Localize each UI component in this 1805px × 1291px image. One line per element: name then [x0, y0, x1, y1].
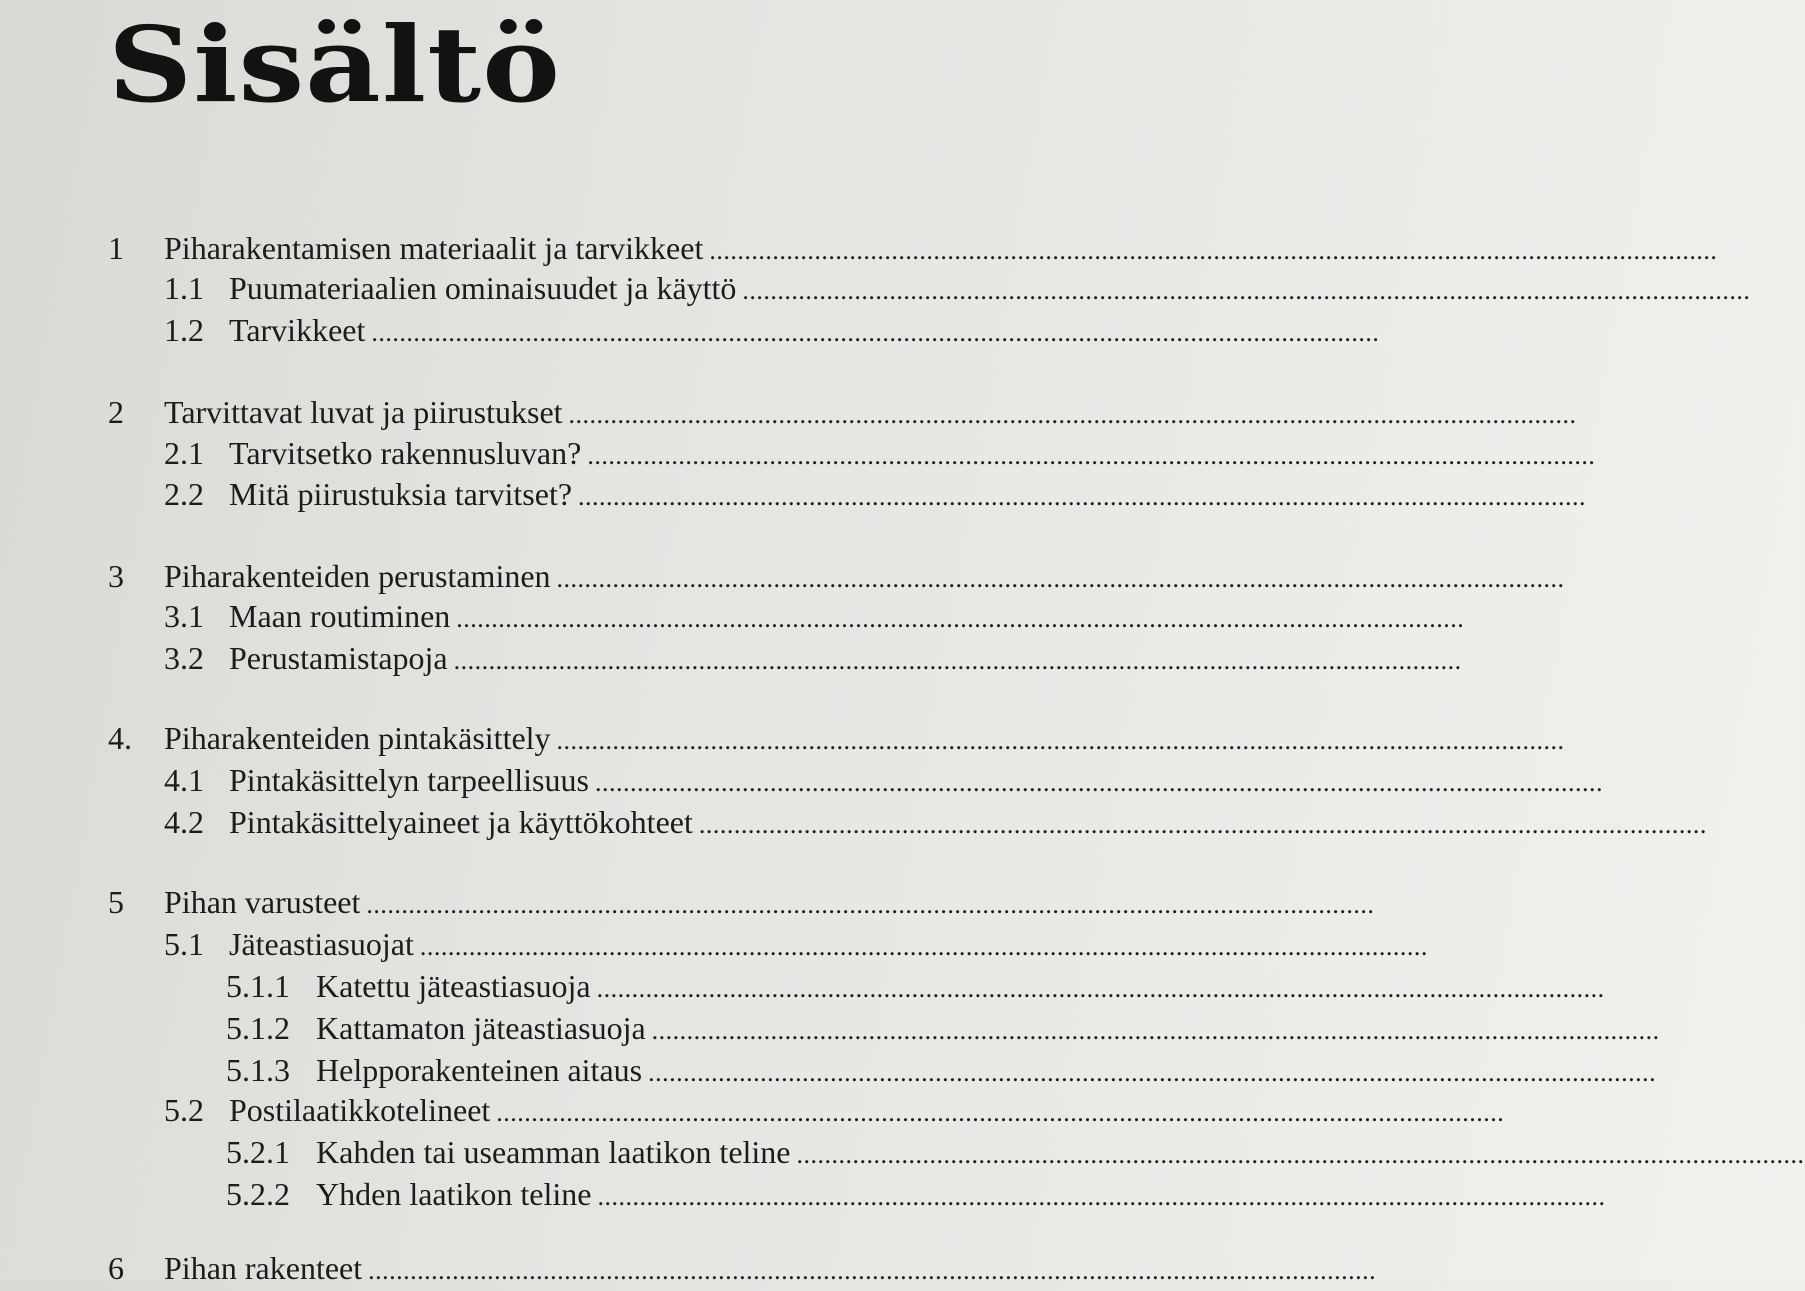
- toc-title: Kattamaton jäteastiasuoja: [316, 1010, 646, 1046]
- toc-section-5-1: [0, 924, 1428, 964]
- dot-leader: ................................................................................................................................................: [568, 400, 1577, 429]
- toc-section-5-2: [0, 1090, 1505, 1130]
- toc-number: 5.2.1: [226, 1134, 290, 1170]
- dot-leader: ................................................................................................................................................: [578, 482, 1587, 511]
- toc-title: Helpporakenteinen aitaus: [316, 1052, 643, 1088]
- toc-number: 2.1: [164, 435, 204, 471]
- toc-number: 2.2: [164, 476, 204, 512]
- toc-chapter-2: [0, 392, 1577, 432]
- toc-subsection-5-1-1: [0, 966, 1605, 1006]
- dot-leader: ................................................................................................................................................: [496, 1098, 1505, 1127]
- dot-leader: ................................................................................................................................................: [742, 276, 1751, 305]
- toc-section-3-2: [0, 638, 1462, 678]
- toc-title: Maan routiminen: [229, 598, 451, 634]
- dot-leader: ................................................................................................................................................: [371, 318, 1380, 347]
- toc-number: 2: [108, 394, 124, 430]
- toc-number: 6: [108, 1250, 124, 1286]
- dot-leader: ................................................................................................................................................: [698, 810, 1707, 839]
- toc-title: Pintakäsittelyaineet ja käyttökohteet: [229, 804, 693, 840]
- toc-title: Tarvittavat luvat ja piirustukset: [164, 394, 563, 430]
- toc-title: Postilaatikkotelineet: [229, 1092, 491, 1128]
- toc-title: Piharakenteiden perustaminen: [164, 558, 551, 594]
- toc-number: 5.2: [164, 1092, 204, 1128]
- toc-subsection-5-1-2: [0, 1008, 1660, 1048]
- toc-number: 4.: [108, 720, 132, 756]
- toc-number: 5.1.3: [226, 1052, 290, 1088]
- dot-leader: ................................................................................................................................................: [556, 726, 1565, 755]
- toc-section-2-1: [0, 433, 1596, 473]
- toc-number: 5: [108, 884, 124, 920]
- dot-leader: ................................................................................................................................................: [419, 932, 1428, 961]
- toc-section-4-2: [0, 802, 1707, 842]
- toc-section-2-2: [0, 474, 1587, 514]
- dot-leader: ................................................................................................................................................: [796, 1140, 1805, 1169]
- toc-section-4-1: [0, 760, 1603, 800]
- toc-chapter-1: [0, 228, 1718, 268]
- toc-number: 5.1: [164, 926, 204, 962]
- dot-leader: ................................................................................................................................................: [594, 768, 1603, 797]
- toc-title: Yhden laatikon teline: [316, 1176, 592, 1212]
- dot-leader: ................................................................................................................................................: [453, 646, 1462, 675]
- toc-number: 4.1: [164, 762, 204, 798]
- toc-number: 1: [108, 230, 124, 266]
- dot-leader: ................................................................................................................................................: [587, 441, 1596, 470]
- dot-leader: ................................................................................................................................................: [368, 1256, 1377, 1285]
- toc-chapter-3: [0, 556, 1565, 596]
- toc-title: Tarvitsetko rakennusluvan?: [229, 435, 582, 471]
- toc-title: Jäteastiasuojat: [229, 926, 414, 962]
- toc-number: 5.1.2: [226, 1010, 290, 1046]
- page-title: Sisältö: [108, 3, 562, 126]
- toc-number: 3.2: [164, 640, 204, 676]
- toc-title: Tarvikkeet: [229, 312, 366, 348]
- toc-number: 5.2.2: [226, 1176, 290, 1212]
- toc-section-3-1: [0, 596, 1465, 636]
- toc-title: Mitä piirustuksia tarvitset?: [229, 476, 573, 512]
- toc-chapter-6: [0, 1248, 1377, 1288]
- toc-section-1-2: [0, 310, 1380, 350]
- toc-title: Puumateriaalien ominaisuudet ja käyttö: [229, 270, 737, 306]
- dot-leader: ................................................................................................................................................: [366, 890, 1375, 919]
- toc-title: Pihan varusteet: [164, 884, 361, 920]
- dot-leader: ................................................................................................................................................: [651, 1016, 1660, 1045]
- toc-number: 3: [108, 558, 124, 594]
- toc-title: Piharakentamisen materiaalit ja tarvikkeet: [164, 230, 704, 266]
- toc-subsection-5-2-2: [0, 1174, 1606, 1214]
- toc-section-1-1: [0, 268, 1751, 308]
- toc-chapter-5: [0, 882, 1375, 922]
- toc-title: Kahden tai useamman laatikon teline: [316, 1134, 791, 1170]
- toc-title: Katettu jäteastiasuoja: [316, 968, 591, 1004]
- toc-subsection-5-2-1: [0, 1132, 1805, 1172]
- dot-leader: ................................................................................................................................................: [648, 1058, 1657, 1087]
- toc-number: 4.2: [164, 804, 204, 840]
- toc-number: 1.2: [164, 312, 204, 348]
- dot-leader: ................................................................................................................................................: [556, 564, 1565, 593]
- toc-number: 3.1: [164, 598, 204, 634]
- toc-title: Pintakäsittelyn tarpeellisuus: [229, 762, 589, 798]
- dot-leader: ................................................................................................................................................: [456, 604, 1465, 633]
- toc-title: Piharakenteiden pintakäsittely: [164, 720, 551, 756]
- toc-number: 1.1: [164, 270, 204, 306]
- toc-number: 5.1.1: [226, 968, 290, 1004]
- dot-leader: ................................................................................................................................................: [709, 236, 1718, 265]
- toc-title: Perustamistapoja: [229, 640, 448, 676]
- dot-leader: ................................................................................................................................................: [596, 974, 1605, 1003]
- toc-chapter-4: [0, 718, 1565, 758]
- toc-title: Pihan rakenteet: [164, 1250, 363, 1286]
- dot-leader: ................................................................................................................................................: [597, 1182, 1606, 1211]
- toc-subsection-5-1-3: [0, 1050, 1657, 1090]
